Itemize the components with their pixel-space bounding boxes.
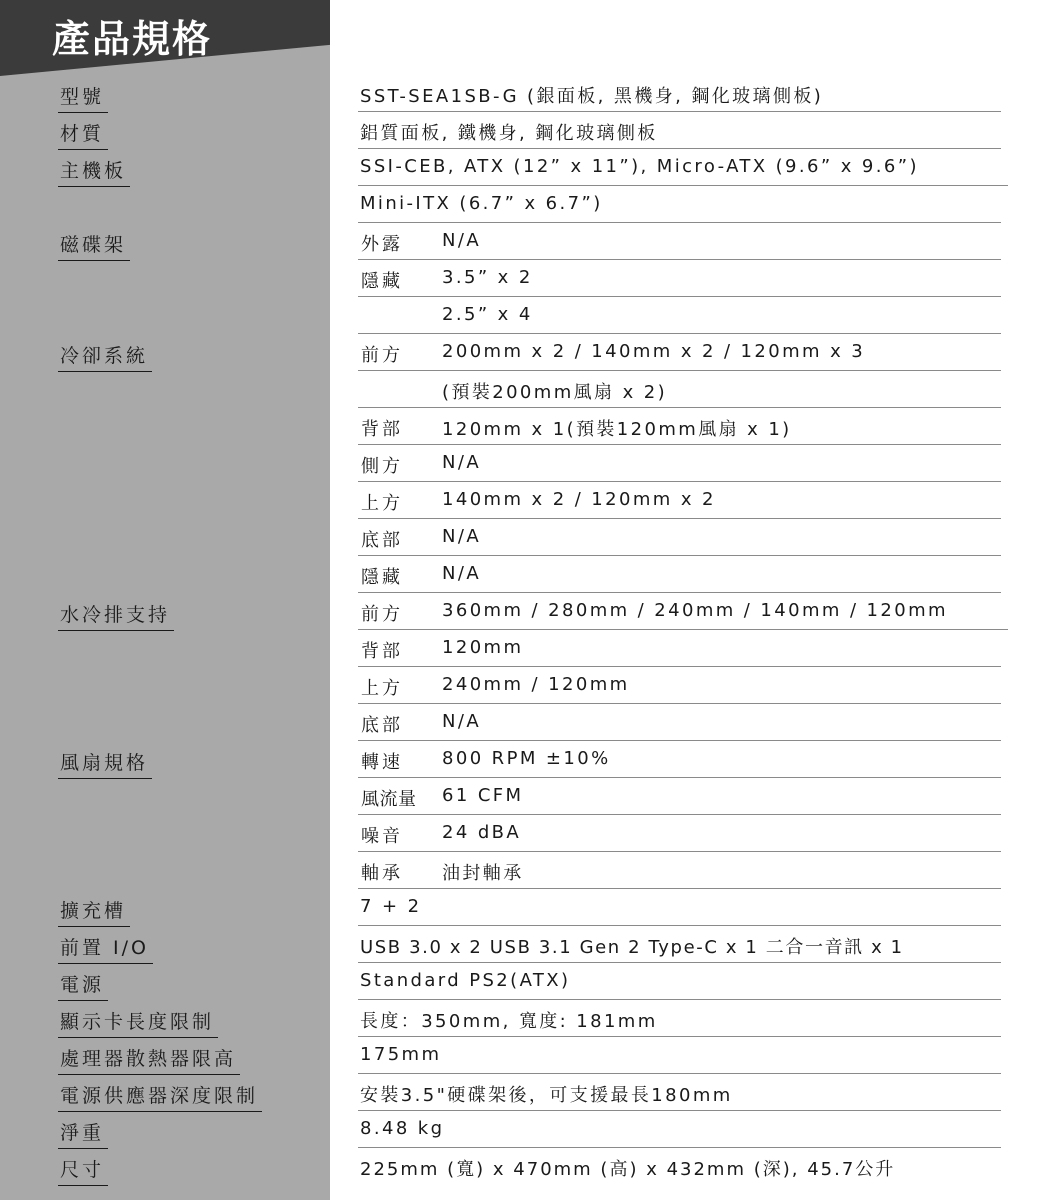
sub-label-top: 上方: [361, 678, 403, 699]
spec-row-power: [358, 963, 1001, 1000]
value-fan-noise: 24 dBA: [442, 822, 522, 843]
spec-row-cool-hidden: [358, 556, 1001, 593]
spec-row-wc-rear: [358, 630, 1001, 667]
value-wc-rear: 120mm: [442, 637, 524, 658]
spec-row-gpu-limit: [358, 1000, 1001, 1037]
spec-row-cool-top: [358, 482, 1001, 519]
spec-row-dimensions: [358, 1148, 1001, 1185]
spec-row-cool-side: [358, 445, 1001, 482]
value-fan-airflow: 61 CFM: [442, 785, 524, 806]
sub-label-front: 前方: [361, 345, 403, 366]
sub-label-hidden: 隱藏: [361, 567, 403, 588]
spec-row-cpu-cooler-limit: [358, 1037, 1001, 1074]
value-material: 鋁質面板, 鐵機身, 鋼化玻璃側板: [360, 123, 658, 144]
value-cool-front-2: (預裝200mm風扇 x 2): [442, 382, 668, 403]
spec-row-model: [358, 75, 1001, 112]
spec-row-cool-front: [358, 334, 1001, 371]
value-motherboard-1: SSI-CEB, ATX (12” x 11”), Micro-ATX (9.6” x 9.6”): [360, 156, 919, 177]
spec-row-fan-airflow: [358, 778, 1001, 815]
sub-label-rear: 背部: [361, 419, 403, 440]
label-psu-depth-limit: 電源供應器深度限制: [58, 1081, 262, 1112]
sub-label-external: 外露: [361, 234, 403, 255]
value-wc-bottom: N/A: [442, 711, 482, 732]
label-drive-bays: 磁碟架: [58, 230, 130, 261]
label-gpu-limit: 顯示卡長度限制: [58, 1007, 218, 1038]
label-front-io: 前置 I/O: [58, 933, 153, 964]
spec-row-material: [358, 112, 1001, 149]
value-power: Standard PS2(ATX): [360, 970, 571, 991]
spec-row-wc-front: [358, 593, 1008, 630]
sub-label-bottom: 底部: [361, 715, 403, 736]
spec-row-wc-top: [358, 667, 1001, 704]
value-drive-hidden-2: 2.5” x 4: [442, 304, 533, 325]
spec-row-motherboard-2: [358, 186, 1001, 223]
label-motherboard: 主機板: [58, 156, 130, 187]
sub-label-bearing: 軸承: [361, 863, 403, 884]
spec-row-fan-noise: [358, 815, 1001, 852]
value-expansion: 7 + 2: [360, 896, 422, 917]
spec-row-motherboard-1: [358, 149, 1008, 186]
value-model: SST-SEA1SB-G (銀面板, 黑機身, 鋼化玻璃側板): [360, 86, 824, 107]
value-cool-hidden: N/A: [442, 563, 482, 584]
value-fan-bearing: 油封軸承: [442, 863, 524, 884]
value-front-io: USB 3.0 x 2 USB 3.1 Gen 2 Type-C x 1 二合一音訊 x 1: [360, 937, 904, 958]
sub-label-noise: 噪音: [361, 826, 403, 847]
value-gpu-limit: 長度：350mm, 寬度: 181mm: [360, 1011, 658, 1032]
spec-row-fan-bearing: [358, 852, 1001, 889]
sub-label-hidden: 隱藏: [361, 271, 403, 292]
spec-row-wc-bottom: [358, 704, 1001, 741]
label-dimensions: 尺寸: [58, 1155, 108, 1186]
spec-row-net-weight: [358, 1111, 1001, 1148]
value-cool-front: 200mm x 2 / 140mm x 2 / 120mm x 3: [442, 341, 866, 362]
spec-row-cool-front-2: [358, 371, 1001, 408]
spec-row-cool-rear: [358, 408, 1001, 445]
value-psu-depth-limit: 安裝3.5"硬碟架後，可支援最長180mm: [360, 1085, 733, 1106]
label-fan-spec: 風扇規格: [58, 748, 152, 779]
label-material: 材質: [58, 119, 108, 150]
spec-row-fan-speed: [358, 741, 1001, 778]
value-fan-speed: 800 RPM ±10%: [442, 748, 611, 769]
sub-label-speed: 轉速: [361, 752, 403, 773]
label-expansion: 擴充槽: [58, 896, 130, 927]
spec-row-drive-hidden-2: [358, 297, 1001, 334]
spec-row-expansion: [358, 889, 1001, 926]
sub-label-front: 前方: [361, 604, 403, 625]
value-wc-front: 360mm / 280mm / 240mm / 140mm / 120mm: [442, 600, 948, 621]
sub-label-bottom: 底部: [361, 530, 403, 551]
value-cpu-cooler-limit: 175mm: [360, 1044, 442, 1065]
label-net-weight: 淨重: [58, 1118, 108, 1149]
spec-row-cool-bottom: [358, 519, 1001, 556]
sub-label-rear: 背部: [361, 641, 403, 662]
sub-label-top: 上方: [361, 493, 403, 514]
sub-label-airflow: 風流量: [361, 789, 417, 810]
value-wc-top: 240mm / 120mm: [442, 674, 630, 695]
label-cooling: 冷卻系統: [58, 341, 152, 372]
value-net-weight: 8.48 kg: [360, 1118, 445, 1139]
sub-label-side: 側方: [361, 456, 403, 477]
spec-row-front-io: [358, 926, 1001, 963]
label-water-cooling: 水冷排支持: [58, 600, 174, 631]
label-cpu-cooler-limit: 處理器散熱器限高: [58, 1044, 240, 1075]
value-drive-hidden-1: 3.5” x 2: [442, 267, 533, 288]
spec-row-drive-hidden: [358, 260, 1001, 297]
label-power: 電源: [58, 970, 108, 1001]
value-dimensions: 225mm (寬) x 470mm (高) x 432mm (深), 45.7公升: [360, 1159, 896, 1180]
value-cool-bottom: N/A: [442, 526, 482, 547]
value-motherboard-2: Mini-ITX (6.7” x 6.7”): [360, 193, 603, 214]
spec-row-psu-depth-limit: [358, 1074, 1001, 1111]
value-drive-external: N/A: [442, 230, 482, 251]
value-cool-side: N/A: [442, 452, 482, 473]
label-model: 型號: [58, 82, 108, 113]
value-cool-rear: 120mm x 1(預裝120mm風扇 x 1): [442, 419, 792, 440]
page-title: 產品規格: [52, 17, 213, 61]
spec-row-drive-external: [358, 223, 1001, 260]
value-cool-top: 140mm x 2 / 120mm x 2: [442, 489, 716, 510]
